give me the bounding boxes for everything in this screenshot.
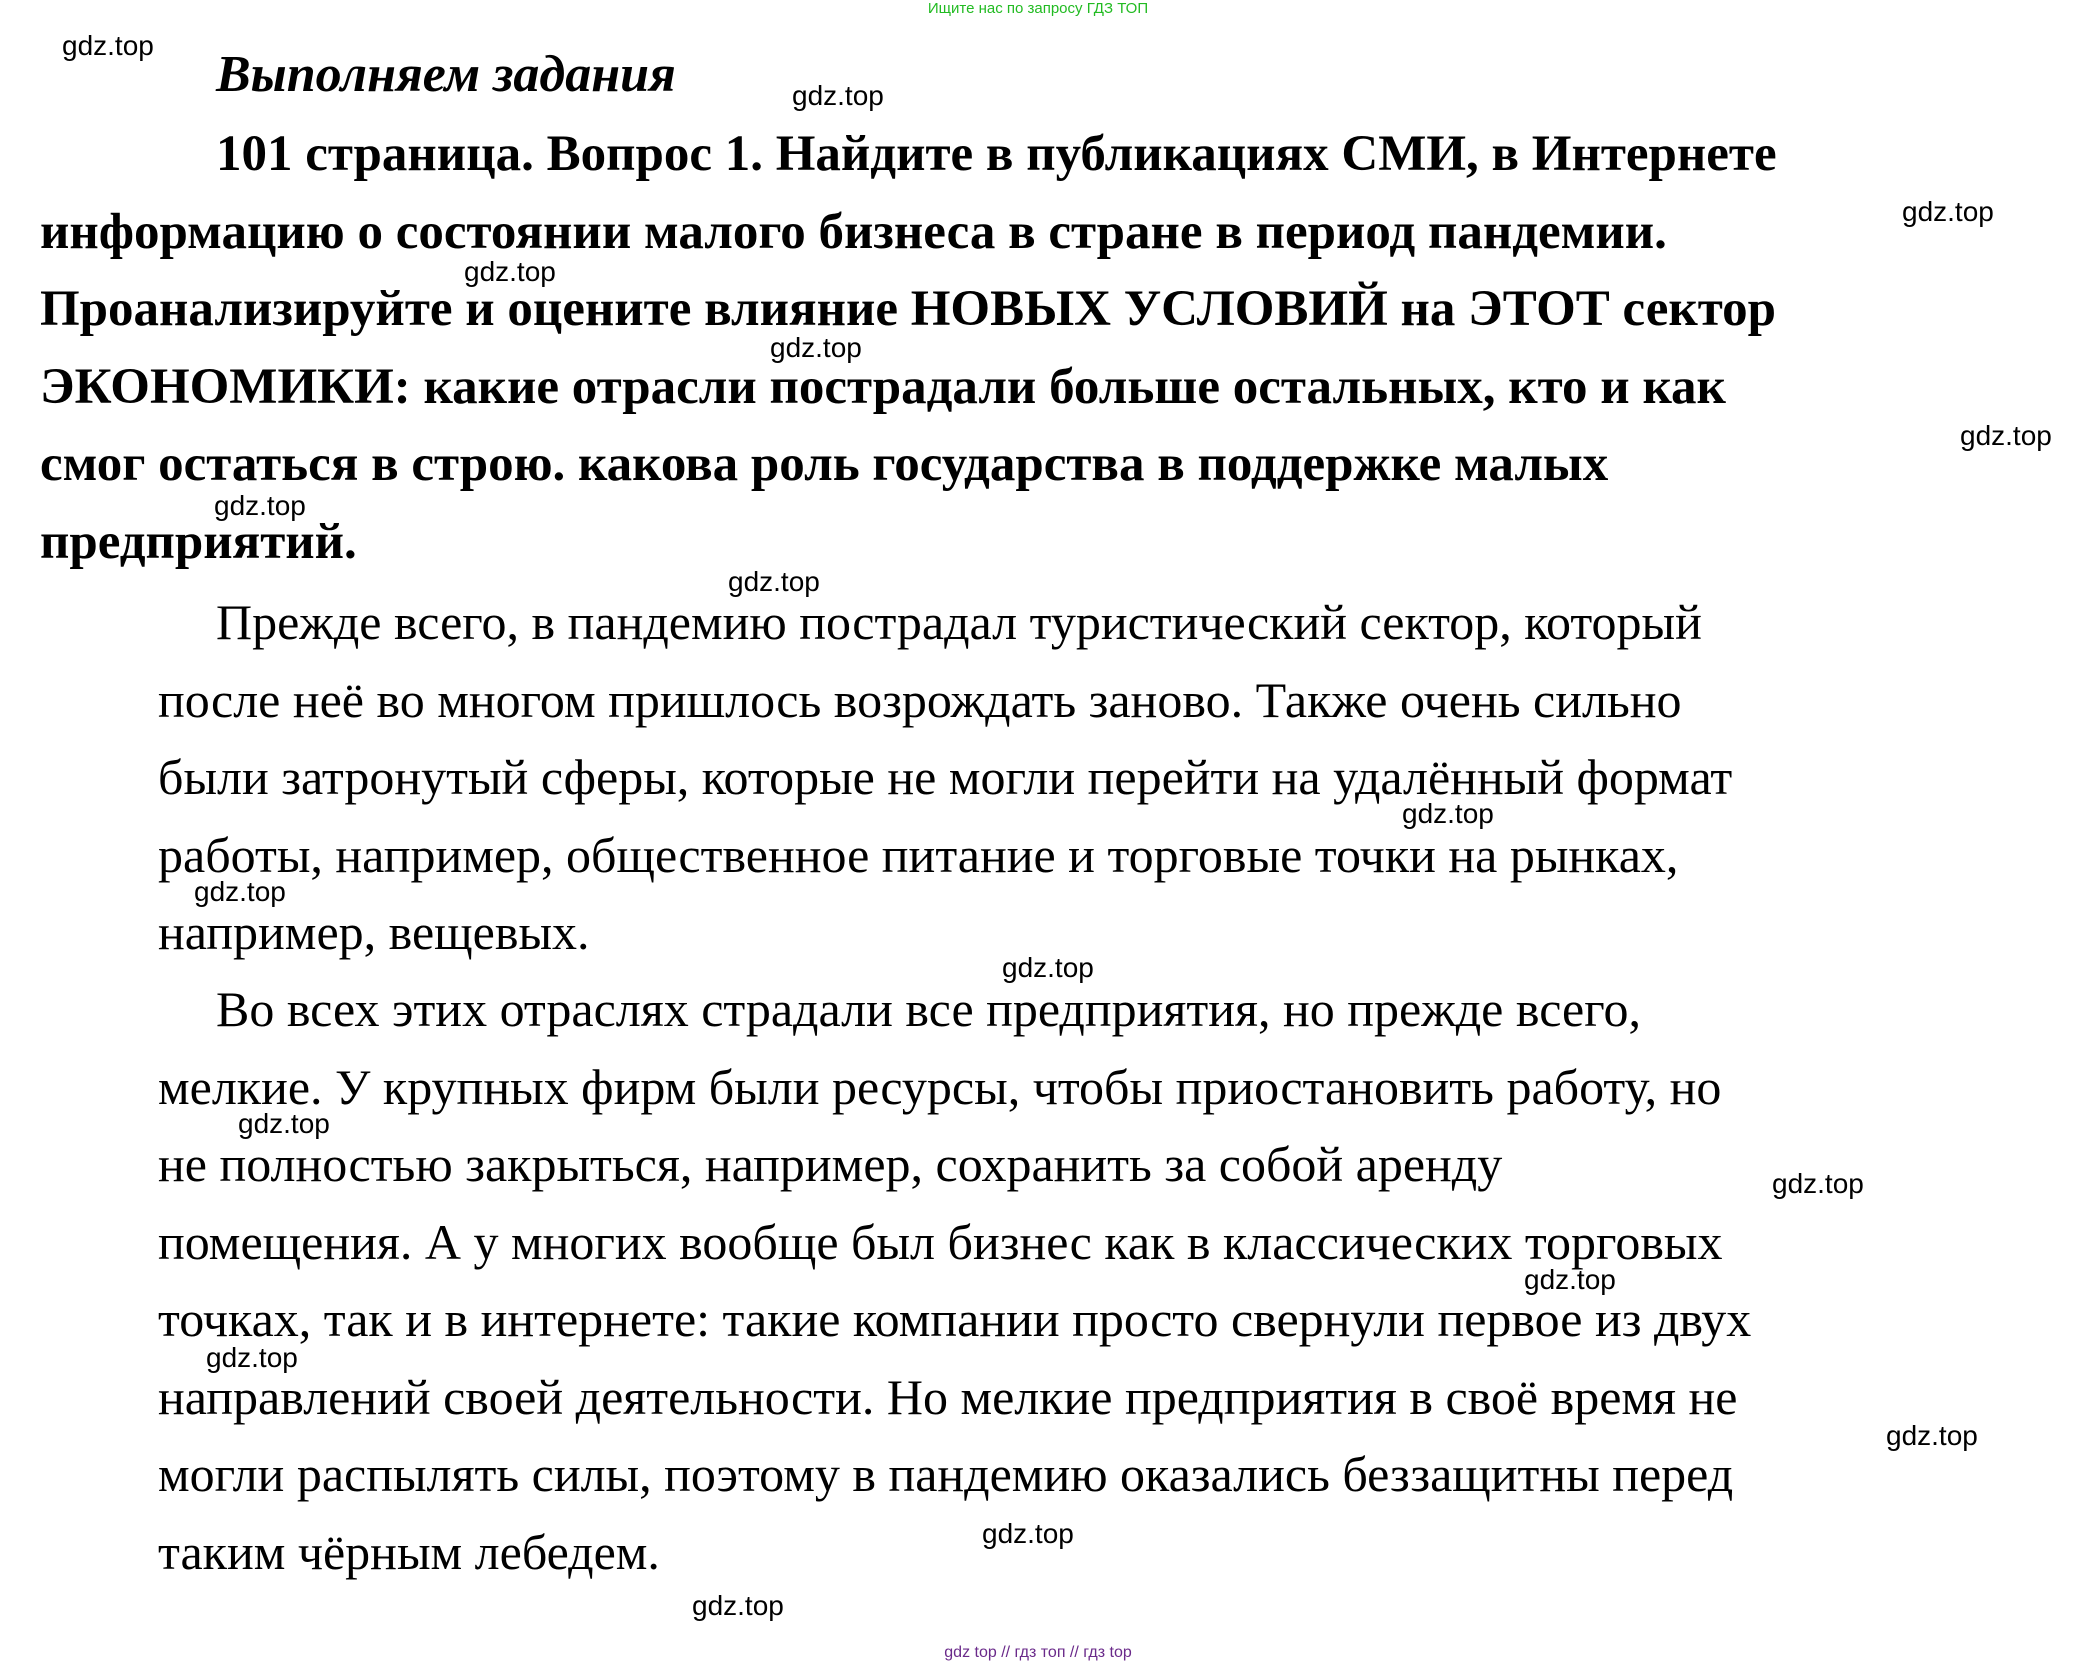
watermark: gdz.top [214, 490, 306, 521]
answer-line: работы, например, общественное питание и торговые точки на рынках, [158, 826, 1679, 883]
watermark: gdz.top [1960, 420, 2052, 451]
answer-line: не полностью закрыться, например, сохранить за собой аренду [158, 1136, 1503, 1192]
watermark: gdz.top [1886, 1420, 1978, 1451]
watermark: gdz.top [770, 332, 862, 363]
watermark: gdz.top [1902, 196, 1994, 227]
question-line: 101 страница. Вопрос 1. Найдите в публикациях СМИ, в Интернете [216, 126, 1777, 182]
question-line: Проанализируйте и оцените влияние НОВЫХ УСЛОВИЙ на ЭТОТ сектор [40, 281, 1777, 337]
answer-line: мелкие. У крупных фирм были ресурсы, чтобы приостановить работу, но [158, 1058, 1722, 1115]
watermark: gdz.top [62, 30, 154, 61]
answer-line: могли распылять силы, поэтому в пандемию оказались беззащитны перед [158, 1446, 1734, 1502]
answer-line: например, вещевых. [158, 904, 590, 960]
answer-line: помещения. А у многих вообще был бизнес как в классических торговых [158, 1213, 1723, 1270]
question-block [40, 116, 2050, 581]
watermark: gdz.top [1772, 1168, 1864, 1199]
answer-line: таким чёрным лебедем. [158, 1523, 660, 1580]
answer-line: направлений своей деятельности. Но мелкие предприятия в своё время не [158, 1368, 1738, 1425]
watermark: gdz.top [1402, 798, 1494, 829]
footer: gdz top // гдз топ // гдз top [944, 1644, 1132, 1661]
watermark: gdz.top [194, 876, 286, 907]
watermark: gdz.top [238, 1108, 330, 1139]
question-line: предприятий. [40, 513, 357, 570]
section-heading: Выполняем задания [216, 46, 676, 103]
question-line: ЭКОНОМИКИ: какие отрасли пострадали больше остальных, кто и как [40, 358, 1726, 415]
question-line: смог остаться в строю. какова роль государства в поддержке малых [40, 436, 1609, 492]
watermark: gdz.top [206, 1342, 298, 1373]
watermark: gdz.top [692, 1590, 784, 1621]
answer-line: Во всех этих отраслях страдали все предприятия, но прежде всего, [216, 981, 1641, 1037]
answer-paragraph-2 [158, 971, 2058, 1591]
watermark: gdz.top [464, 256, 556, 287]
top-banner: Ищите нас по запросу ГДЗ ТОП [927, 0, 1149, 17]
answer-line: точках, так и в интернете: такие компании просто свернули первое из двух [158, 1291, 1752, 1347]
answer-line: Прежде всего, в пандемию пострадал туристический сектор, который [216, 594, 1702, 650]
watermark: gdz.top [728, 566, 820, 597]
answer-line: после неё во многом пришлось возрождать заново. Также очень сильно [158, 671, 1682, 728]
watermark: gdz.top [1002, 952, 1094, 983]
answer-line: были затронутый сферы, которые не могли перейти на удалённый формат [158, 749, 1733, 805]
question-line: информацию о состоянии малого бизнеса в стране в период пандемии. [40, 203, 1667, 260]
watermark: gdz.top [1524, 1264, 1616, 1295]
answer-paragraph-1 [158, 584, 2058, 972]
watermark: gdz.top [792, 80, 884, 111]
watermark: gdz.top [982, 1518, 1074, 1549]
